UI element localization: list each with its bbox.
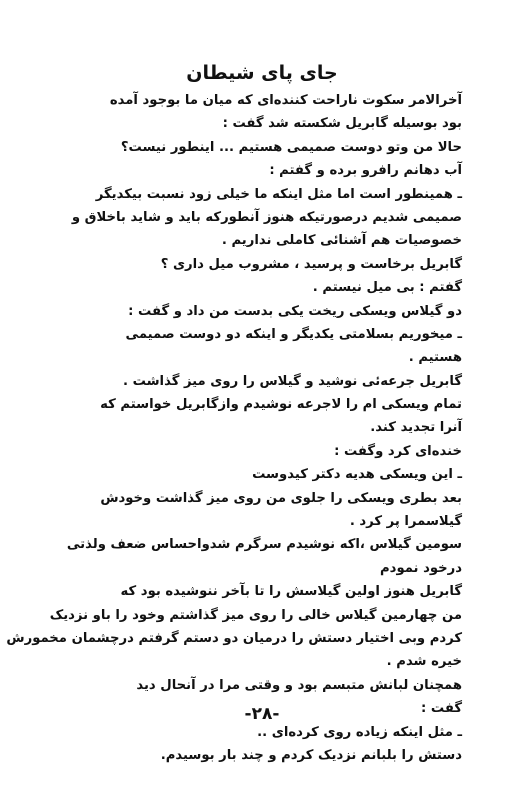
- text-line: دو گیلاس ویسکی ریخت یکی بدست من داد و گفت :: [128, 303, 462, 319]
- text-line: دستش را بلبانم نزدیک کردم و چند بار بوسیدم.: [160, 747, 462, 763]
- text-line: درخود نمودم: [380, 560, 462, 576]
- text-line: ـ همینطور است اما مثل اینکه ما خیلی زود نسبت بیکدیگر: [95, 186, 462, 202]
- text-line: گابریل جرعه‌ئی نوشید و گیلاس را روی میز گذاشت .: [123, 373, 462, 389]
- text-line: همچنان لبانش متبسم بود و وقتی مرا در آنحال دید: [136, 677, 462, 693]
- text-line: بعد بطری ویسکی را جلوی من روی میز گذاشت وخودش: [100, 490, 462, 506]
- text-line: آب دهانم رافرو برده و گفتم :: [269, 163, 462, 179]
- text-line: هستیم .: [408, 350, 462, 366]
- text-line: گابریل هنوز اولین گیلاسش را تا بآخر ننوشیده بود که: [120, 584, 462, 600]
- text-line: گفت :: [421, 701, 462, 717]
- text-line: صمیمی شدیم درصورتیکه هنوز آنطورکه باید و شاید باخلاق و: [71, 209, 462, 225]
- body-text: [6, 89, 462, 767]
- text-line: گیلاسمرا پر کرد .: [349, 514, 462, 530]
- text-line: ـ میخوریم بسلامتی یکدیگر و اینکه دو دوست صمیمی: [125, 326, 462, 342]
- text-line: من چهارمین گیلاس خالی را روی میز گذاشتم وخود را باو نزدیک: [49, 607, 462, 623]
- page-number: -٢٨-: [244, 704, 280, 724]
- text-line: خصوصیات هم آشنائی کاملی نداریم .: [221, 233, 462, 249]
- text-line: تمام ویسکی ام را لاجرعه نوشیدم وازگابریل خواستم که: [100, 397, 462, 413]
- text-line: بود بوسیله گابریل شکسته شد گفت :: [222, 116, 462, 132]
- text-line: خنده‌ای کرد وگفت :: [334, 443, 462, 459]
- text-line: خیره شدم .: [386, 654, 462, 670]
- text-line: ـ مثل اینکه زیاده روی کرده‌ای ..: [257, 724, 462, 740]
- text-line: آنرا تجدید کند.: [370, 420, 462, 436]
- text-line: سومین گیلاس ،اکه نوشیدم سرگرم شدواحساس ضعف ولذتی: [66, 537, 462, 553]
- text-line: گفتم : بی میل نیستم .: [312, 280, 462, 296]
- text-line: حالا من وتو دوست صمیمی هستیم ... اینطور نیست؟: [120, 139, 462, 155]
- chapter-title: جای پای شیطان: [186, 62, 338, 84]
- text-line: آخرالامر سکوت ناراحت کننده‌ای که میان ما بوجود آمده: [109, 93, 462, 108]
- text-line: گابریل برخاست و پرسید ، مشروب میل داری ؟: [160, 256, 462, 272]
- text-line: کردم وبی اختیار دستش را درمیان دو دستم گرفتم درچشمان مخمورش: [6, 630, 462, 646]
- text-line: ـ این ویسکی هدیه دکتر کیدوست: [252, 467, 462, 483]
